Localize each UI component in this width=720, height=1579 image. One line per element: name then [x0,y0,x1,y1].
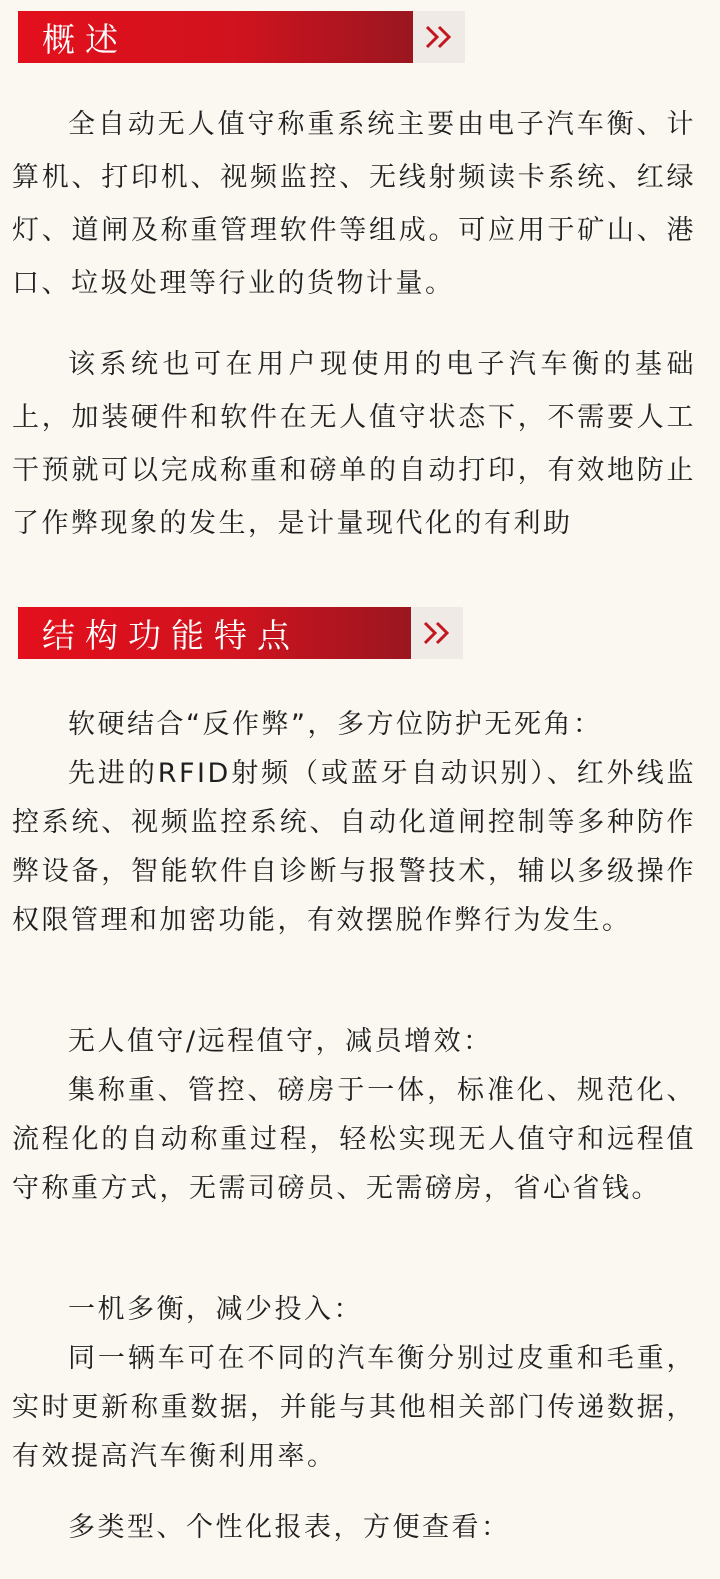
feature-multi-scale [12,1285,696,1481]
feature-heading: 一机多衡，减少投入： [68,1294,363,1325]
double-chevron-right-icon [419,619,455,647]
double-chevron-right-icon [421,23,457,51]
overview-paragraph: 全自动无人值守称重系统主要由电子汽车衡、计算机、打印机、视频监控、无线射频读卡系统、红绿灯、道闸及称重管理软件等组成。可应用于矿山、港口、垃圾处理等行业的货物计量。 [12,109,696,299]
feature-heading: 多类型、个性化报表，方便查看： [68,1512,511,1543]
feature-body: 集称重、管控、磅房于一体，标准化、规范化、流程化的自动称重过程，轻松实现无人值守和远程值守称重方式，无需司磅员、无需磅房，省心省钱。 [12,1075,696,1204]
section-header-overview [18,11,465,63]
feature-body: 同一辆车可在不同的汽车衡分别过皮重和毛重，实时更新称重数据，并能与其他相关部门传递数据，有效提高汽车衡利用率。 [12,1343,696,1472]
section-arrow-box [411,607,463,659]
overview-body [12,98,696,550]
feature-unattended [12,1017,696,1213]
section-title-overview: 概述 [18,11,413,63]
feature-anti-cheat [12,700,696,945]
section-title-features: 结构功能特点 [18,607,411,659]
feature-reports [12,1503,696,1552]
feature-heading: 无人值守/远程值守，减员增效： [68,1026,493,1057]
overview-paragraph: 该系统也可在用户现使用的电子汽车衡的基础上，加装硬件和软件在无人值守状态下，不需要人工干预就可以完成称重和磅单的自动打印，有效地防止了作弊现象的发生，是计量现代化的有利助 [12,349,696,539]
feature-body: 先进的RFID射频（或蓝牙自动识别）、红外线监控系统、视频监控系统、自动化道闸控制等多种防作弊设备，智能软件自诊断与报警技术，辅以多级操作权限管理和加密功能，有效摆脱作弊行为发生。 [12,758,696,936]
section-header-features [18,607,463,659]
feature-heading: 软硬结合“反作弊”，多方位防护无死角： [68,709,603,740]
section-arrow-box [413,11,465,63]
